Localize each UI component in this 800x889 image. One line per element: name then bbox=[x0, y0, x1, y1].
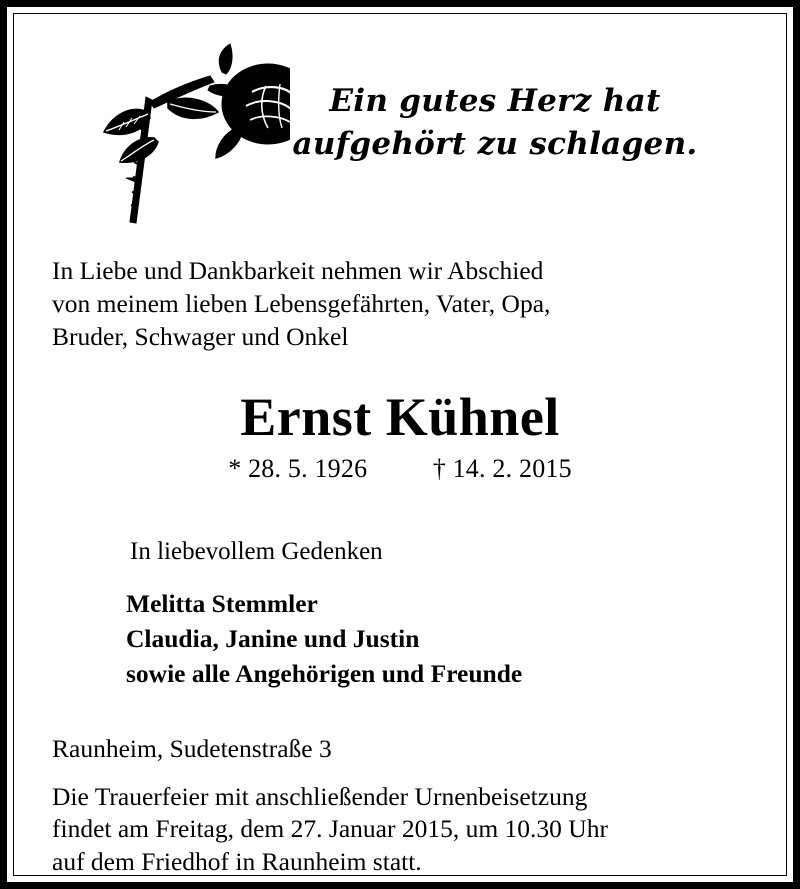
service-details bbox=[50, 781, 750, 879]
intro-line-1: In Liebe und Dankbarkeit nehmen wir Abschied bbox=[52, 256, 544, 285]
address-line: Raunheim, Sudetenstraße 3 bbox=[52, 733, 332, 763]
motto-line-2: aufgehört zu schlagen. bbox=[292, 125, 698, 162]
service-line-1: Die Trauerfeier mit anschließender Urnenbeisetzung bbox=[52, 781, 588, 811]
motto bbox=[250, 80, 740, 166]
list-item: Melitta Stemmler bbox=[126, 589, 318, 619]
intro-text bbox=[50, 254, 750, 353]
mourners-list bbox=[50, 586, 750, 692]
intro-line-3: Bruder, Schwager und Onkel bbox=[52, 322, 349, 352]
list-item: Claudia, Janine und Justin bbox=[126, 624, 420, 654]
deceased-name: Ernst Kühnel bbox=[240, 387, 560, 448]
header-area bbox=[50, 32, 750, 232]
birth-date: * 28. 5. 1926 bbox=[228, 454, 368, 484]
motto-line-1: Ein gutes Herz hat bbox=[329, 83, 661, 119]
intro-line-2: von meinem lieben Lebensgefährten, Vater, Opa, bbox=[52, 289, 551, 319]
list-item: sowie alle Angehörigen und Freunde bbox=[126, 659, 523, 689]
service-line-3: auf dem Friedhof in Raunheim statt. bbox=[52, 846, 422, 876]
death-date: † 14. 2. 2015 bbox=[432, 454, 572, 484]
service-line-2: findet am Freitag, dem 27. Januar 2015, um 10.30 Uhr bbox=[52, 814, 608, 844]
notice-inner-frame bbox=[13, 13, 787, 876]
remembrance-text: In liebevollem Gedenken bbox=[130, 538, 383, 566]
life-dates bbox=[50, 454, 750, 484]
